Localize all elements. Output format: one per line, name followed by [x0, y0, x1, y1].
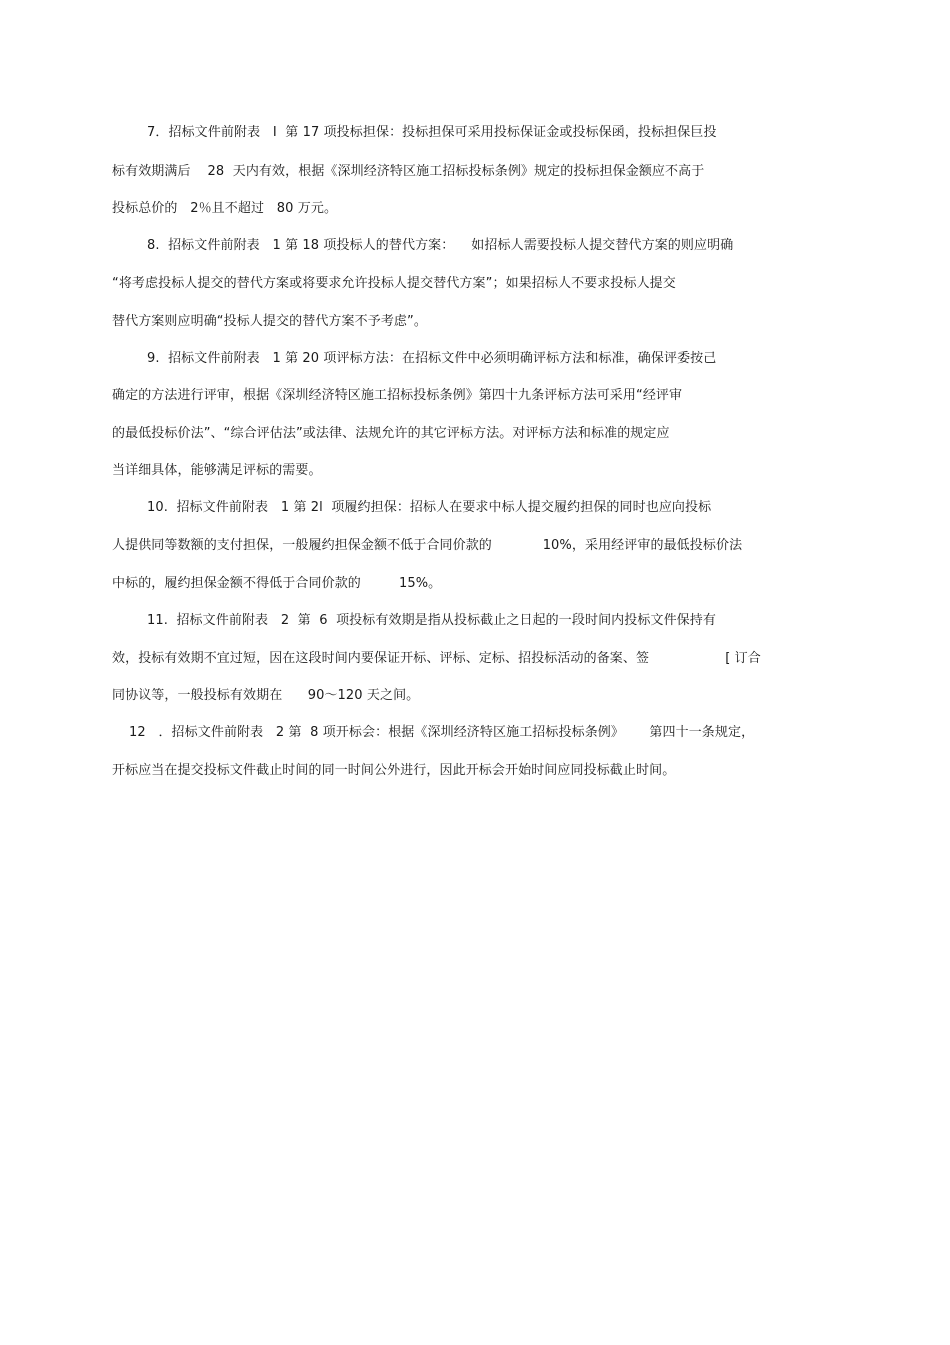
paragraph-8-line-3: 替代方案则应明确“投标人提交的替代方案不予考虑”。 — [112, 314, 427, 329]
paragraph-12-line-1: 12 ．招标文件前附表 2 第 8 项开标会：根据《深圳经济特区施工招标投标条例》 第四十一条规定， — [129, 725, 755, 740]
paragraph-8-line-1: 8. 招标文件前附表 1 第 18 项投标人的替代方案： 如招标人需要投标人提交替代方案的则应明确 — [147, 238, 734, 253]
paragraph-9-line-3: 的最低投标价法”、“综合评估法”或法律、法规允许的其它评标方法。对评标方法和标准的规定应 — [112, 426, 670, 441]
paragraph-9-line-1: 9. 招标文件前附表 1 第 20 项评标方法：在招标文件中必须明确评标方法和标准，确保评委按己 — [147, 351, 717, 366]
paragraph-9-line-2: 确定的方法进行评审，根据《深圳经济特区施工招标投标条例》第四十九条评标方法可采用“经评审 — [112, 388, 683, 403]
paragraph-7-line-2: 标有效期满后 28 天内有效，根据《深圳经济特区施工招标投标条例》规定的投标担保金额应不高于 — [112, 164, 705, 179]
paragraph-10-line-1: 10. 招标文件前附表 1 第 2l 项履约担保：招标人在要求中标人提交履约担保的同时也应向投标 — [147, 500, 712, 515]
paragraph-11-line-1: 11. 招标文件前附表 2 第 6 项投标有效期是指从投标截止之日起的一段时间内投标文件保持有 — [147, 613, 716, 628]
paragraph-7-line-3: 投标总价的 2％且不超过 80 万元。 — [112, 201, 338, 216]
paragraph-10-line-3: 中标的，履约担保金额不得低于合同价款的 15%。 — [112, 576, 442, 591]
paragraph-8-line-2: “将考虑投标人提交的替代方案或将要求允许投标人提交替代方案”；如果招标人不要求投标人提交 — [112, 276, 676, 291]
paragraph-7-line-1: 7．招标文件前附表 I 第 17 项投标担保：投标担保可采用投标保证金或投标保函，投标担保巨投 — [147, 125, 717, 140]
paragraph-10-line-2: 人提供同等数额的支付担保，一般履约担保金额不低于合同价款的 10%，采用经评审的最低投标价法 — [112, 538, 743, 553]
paragraph-11-line-2: 效，投标有效期不宜过短，因在这段时间内要保证开标、评标、定标、招投标活动的备案、签 [ 订合 — [112, 651, 761, 666]
paragraph-9-line-4: 当详细具体，能够满足评标的需要。 — [112, 463, 322, 478]
paragraph-11-line-3: 同协议等，一般投标有效期在 90～120 天之间。 — [112, 688, 420, 703]
paragraph-12-line-2: 开标应当在提交投标文件截止时间的同一时间公外进行，因此开标会开始时间应同投标截止时间。 — [112, 763, 676, 778]
